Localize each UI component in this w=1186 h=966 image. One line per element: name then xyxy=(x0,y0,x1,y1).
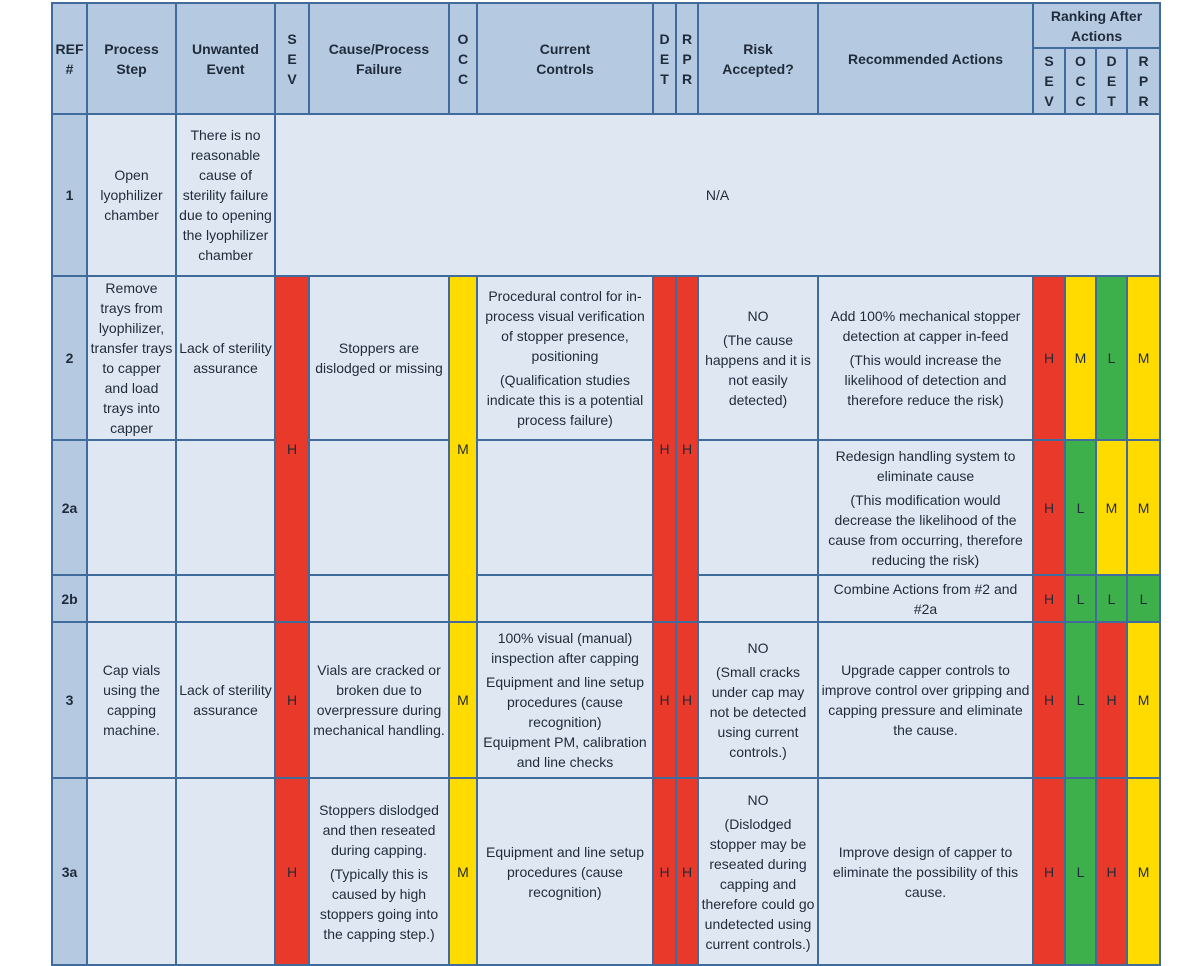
after-det-cell: H xyxy=(1096,778,1127,965)
controls-cell: Equipment and line setup procedures (cause recognition) xyxy=(477,778,653,965)
ref-cell: 1 xyxy=(52,114,87,276)
table-row xyxy=(52,575,1160,622)
fmea-table xyxy=(51,2,1161,966)
after-det-cell: M xyxy=(1096,440,1127,575)
det-rating-cell: H xyxy=(653,778,676,965)
risk-accepted-cell xyxy=(698,622,818,778)
process-step-cell: Open lyophilizer chamber xyxy=(87,114,176,276)
header-ref: REF # xyxy=(52,3,87,114)
header-occ: O C C xyxy=(449,3,477,114)
header-after-sev: S E V xyxy=(1033,48,1065,114)
after-rpr-cell: M xyxy=(1127,440,1160,575)
process-step-cell xyxy=(87,575,176,622)
unwanted-event-cell: Lack of sterility assurance xyxy=(176,622,275,778)
recommended-action-cell: Combine Actions from #2 and #2a xyxy=(818,575,1033,622)
risk-answer: NO xyxy=(747,308,769,324)
after-occ-cell: L xyxy=(1065,440,1096,575)
rpr-rating-cell: H xyxy=(676,276,698,622)
ref-cell: 2b xyxy=(52,575,87,622)
recommended-action-cell: Improve design of capper to eliminate the possibility of this cause. xyxy=(818,778,1033,965)
controls-cell xyxy=(477,622,653,778)
table-row xyxy=(52,622,1160,778)
risk-accepted-cell xyxy=(698,276,818,440)
header-unwanted-event: Unwanted Event xyxy=(176,3,275,114)
header-controls: Current Controls xyxy=(477,3,653,114)
unwanted-event-cell xyxy=(176,440,275,575)
after-occ-cell: L xyxy=(1065,575,1096,622)
cause-cell: Vials are cracked or broken due to overpressure during mechanical handling. xyxy=(309,622,449,778)
controls-text: Procedural control for in-process visual verification of stopper presence, positioning xyxy=(485,288,645,364)
after-sev-cell: H xyxy=(1033,440,1065,575)
controls-note: (Qualification studies indicate this is a potential process failure) xyxy=(486,372,644,428)
sev-rating-cell: H xyxy=(275,778,309,965)
cause-cell xyxy=(309,778,449,965)
table-row xyxy=(52,114,1160,276)
na-cell: N/A xyxy=(275,114,1160,276)
after-rpr-cell: M xyxy=(1127,276,1160,440)
cause-note: (Typically this is caused by high stoppers going into the capping step.) xyxy=(319,865,439,942)
det-rating-cell: H xyxy=(653,622,676,778)
action-note: (This modification would decrease the likelihood of the cause from occurring, therefore reducing the risk) xyxy=(828,491,1023,568)
risk-accepted-cell xyxy=(698,778,818,965)
sev-rating-cell: H xyxy=(275,276,309,622)
header-sev: S E V xyxy=(275,3,309,114)
header-risk-accepted: Risk Accepted? xyxy=(698,3,818,114)
header-process-step: Process Step xyxy=(87,3,176,114)
controls-text: Equipment and line setup procedures (cause recognition) xyxy=(486,674,644,730)
after-sev-cell: H xyxy=(1033,622,1065,778)
process-step-cell: Remove trays from lyophilizer, transfer trays to capper and load trays into capper xyxy=(87,276,176,440)
risk-answer: NO xyxy=(747,640,769,656)
unwanted-event-cell: Lack of sterility assurance xyxy=(176,276,275,440)
after-sev-cell: H xyxy=(1033,778,1065,965)
after-rpr-cell: L xyxy=(1127,575,1160,622)
risk-note: (Small cracks under cap may not be detected using current controls.) xyxy=(709,664,807,760)
risk-answer: NO xyxy=(747,791,769,808)
header-det: D E T xyxy=(653,3,676,114)
process-step-cell: Cap vials using the capping machine. xyxy=(87,622,176,778)
after-det-cell: H xyxy=(1096,622,1127,778)
header-ranking-after: Ranking After Actions xyxy=(1033,3,1160,48)
occ-rating-cell: M xyxy=(449,778,477,965)
header-after-occ: O C C xyxy=(1065,48,1096,114)
header-cause: Cause/Process Failure xyxy=(309,3,449,114)
after-det-cell: L xyxy=(1096,575,1127,622)
header-after-det: D E T xyxy=(1096,48,1127,114)
after-rpr-cell: M xyxy=(1127,778,1160,965)
controls-cell xyxy=(477,440,653,575)
occ-rating-cell: M xyxy=(449,276,477,622)
table-row xyxy=(52,778,1160,965)
ref-cell: 3 xyxy=(52,622,87,778)
action-note: (This would increase the likelihood of detection and therefore reduce the risk) xyxy=(844,352,1007,408)
unwanted-event-cell: There is no reasonable cause of sterility failure due to opening the lyophilizer chamber xyxy=(176,114,275,276)
cause-cell: Stoppers are dislodged or missing xyxy=(309,276,449,440)
cause-text: Stoppers dislodged and then reseated during capping. xyxy=(319,801,439,858)
header-after-rpr: R P R xyxy=(1127,48,1160,114)
risk-accepted-cell xyxy=(698,575,818,622)
controls-text: Equipment PM, calibration and line checks xyxy=(483,734,647,770)
after-sev-cell: H xyxy=(1033,276,1065,440)
after-occ-cell: M xyxy=(1065,276,1096,440)
controls-cell xyxy=(477,276,653,440)
after-occ-cell: L xyxy=(1065,622,1096,778)
action-text: Redesign handling system to eliminate cause xyxy=(835,447,1016,484)
rpr-rating-cell: H xyxy=(676,778,698,965)
sev-rating-cell: H xyxy=(275,622,309,778)
after-sev-cell: H xyxy=(1033,575,1065,622)
process-step-cell xyxy=(87,778,176,965)
ref-cell: 2 xyxy=(52,276,87,440)
after-det-cell: L xyxy=(1096,276,1127,440)
risk-note: (The cause happens and it is not easily detected) xyxy=(705,332,811,408)
controls-text: 100% visual (manual) inspection after capping xyxy=(491,630,639,666)
det-rating-cell: H xyxy=(653,276,676,622)
occ-rating-cell: M xyxy=(449,622,477,778)
after-rpr-cell: M xyxy=(1127,622,1160,778)
process-step-cell xyxy=(87,440,176,575)
risk-note: (Dislodged stopper may be reseated during capping and therefore could go undetected using current controls.) xyxy=(701,815,815,952)
action-text: Add 100% mechanical stopper detection at capper in-feed xyxy=(830,308,1021,344)
unwanted-event-cell xyxy=(176,778,275,965)
after-occ-cell: L xyxy=(1065,778,1096,965)
header-rpr: R P R xyxy=(676,3,698,114)
controls-cell xyxy=(477,575,653,622)
risk-accepted-cell xyxy=(698,440,818,575)
cause-cell xyxy=(309,575,449,622)
table-row xyxy=(52,276,1160,440)
ref-cell: 2a xyxy=(52,440,87,575)
unwanted-event-cell xyxy=(176,575,275,622)
cause-cell xyxy=(309,440,449,575)
table-row xyxy=(52,440,1160,575)
recommended-action-cell xyxy=(818,440,1033,575)
recommended-action-cell: Upgrade capper controls to improve control over gripping and capping pressure and eliminate the cause. xyxy=(818,622,1033,778)
ref-cell: 3a xyxy=(52,778,87,965)
recommended-action-cell xyxy=(818,276,1033,440)
rpr-rating-cell: H xyxy=(676,622,698,778)
header-recommended-actions: Recommended Actions xyxy=(818,3,1033,114)
